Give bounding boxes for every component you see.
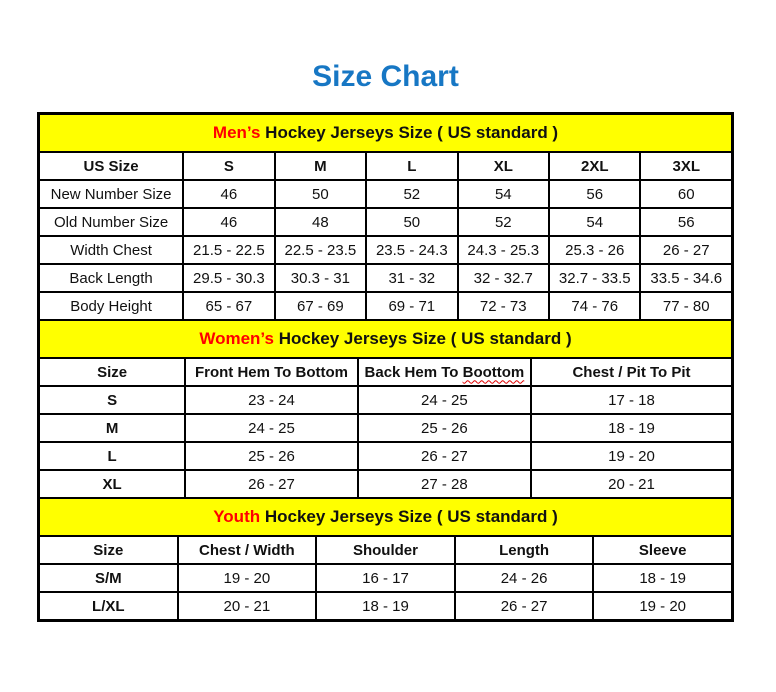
- table-row: [39, 264, 732, 292]
- table-cell: 24 - 26: [455, 564, 594, 592]
- table-cell: 19 - 20: [178, 564, 317, 592]
- table-row: [39, 592, 732, 620]
- table-cell: 22.5 - 23.5: [275, 236, 366, 264]
- table-cell: 26 - 27: [455, 592, 594, 620]
- row-label-cell: XL: [39, 470, 185, 498]
- column-header: Chest / Width: [178, 536, 317, 564]
- table-cell: 25 - 26: [185, 442, 358, 470]
- column-header: S: [183, 152, 274, 180]
- table-cell: 67 - 69: [275, 292, 366, 320]
- table-cell: 77 - 80: [640, 292, 732, 320]
- row-label-cell: S: [39, 386, 185, 414]
- table-cell: 16 - 17: [316, 564, 455, 592]
- table-cell: 46: [183, 180, 274, 208]
- womens-band-text: Hockey Jerseys Size ( US standard ): [273, 329, 572, 348]
- table-cell: 52: [458, 208, 549, 236]
- table-cell: 50: [275, 180, 366, 208]
- table-cell: 52: [366, 180, 457, 208]
- row-label-cell: S/M: [39, 564, 178, 592]
- youth-section-band: [38, 499, 733, 535]
- column-header: US Size: [39, 152, 183, 180]
- column-header: Front Hem To Bottom: [185, 358, 358, 386]
- table-cell: 23.5 - 24.3: [366, 236, 457, 264]
- table-cell: 23 - 24: [185, 386, 358, 414]
- column-header: [358, 358, 531, 386]
- table-cell: 46: [183, 208, 274, 236]
- column-header-text: Back Hem To: [364, 363, 463, 381]
- column-header: Shoulder: [316, 536, 455, 564]
- womens-band-accent: Women’s: [199, 329, 274, 348]
- column-header: Sleeve: [593, 536, 732, 564]
- table-cell: 56: [640, 208, 732, 236]
- table-cell: 24 - 25: [358, 386, 531, 414]
- column-header: Chest / Pit To Pit: [531, 358, 732, 386]
- table-cell: 72 - 73: [458, 292, 549, 320]
- row-label-cell: Old Number Size: [39, 208, 183, 236]
- youth-band-accent: Youth: [213, 507, 261, 526]
- youth-table: [38, 535, 733, 621]
- table-cell: 54: [549, 208, 640, 236]
- table-cell: 69 - 71: [366, 292, 457, 320]
- row-label-cell: New Number Size: [39, 180, 183, 208]
- column-header: Size: [39, 536, 178, 564]
- column-header: 3XL: [640, 152, 732, 180]
- table-cell: 60: [640, 180, 732, 208]
- mens-table: [38, 151, 733, 321]
- page-title: Size Chart: [312, 60, 459, 93]
- misspelled-word: Boottom: [462, 363, 525, 381]
- mens-band-accent: Men’s: [212, 123, 261, 142]
- table-cell: 21.5 - 22.5: [183, 236, 274, 264]
- mens-section-band: [38, 113, 733, 151]
- mens-header-row: [39, 152, 732, 180]
- womens-header-row: [39, 358, 732, 386]
- table-cell: 25 - 26: [358, 414, 531, 442]
- youth-header-row: [39, 536, 732, 564]
- column-header: XL: [458, 152, 549, 180]
- table-cell: 19 - 20: [531, 442, 732, 470]
- table-row: [39, 208, 732, 236]
- column-header: Size: [39, 358, 185, 386]
- table-cell: 18 - 19: [531, 414, 732, 442]
- row-label-cell: L/XL: [39, 592, 178, 620]
- womens-table: [38, 357, 733, 499]
- table-cell: 74 - 76: [549, 292, 640, 320]
- table-cell: 20 - 21: [531, 470, 732, 498]
- row-label-cell: M: [39, 414, 185, 442]
- row-label-cell: L: [39, 442, 185, 470]
- row-label-cell: Width Chest: [39, 236, 183, 264]
- table-cell: 18 - 19: [593, 564, 732, 592]
- table-row: [39, 386, 732, 414]
- table-cell: 17 - 18: [531, 386, 732, 414]
- table-cell: 32.7 - 33.5: [549, 264, 640, 292]
- table-cell: 56: [549, 180, 640, 208]
- womens-section-band: [38, 321, 733, 357]
- table-cell: 20 - 21: [178, 592, 317, 620]
- table-cell: 24.3 - 25.3: [458, 236, 549, 264]
- table-cell: 50: [366, 208, 457, 236]
- column-header: Length: [455, 536, 594, 564]
- table-cell: 54: [458, 180, 549, 208]
- table-row: [39, 292, 732, 320]
- column-header: M: [275, 152, 366, 180]
- table-cell: 18 - 19: [316, 592, 455, 620]
- table-cell: 26 - 27: [640, 236, 732, 264]
- table-cell: 65 - 67: [183, 292, 274, 320]
- table-row: [39, 470, 732, 498]
- table-cell: 31 - 32: [366, 264, 457, 292]
- table-row: [39, 180, 732, 208]
- table-row: [39, 236, 732, 264]
- table-row: [39, 442, 732, 470]
- table-row: [39, 414, 732, 442]
- mens-band-text: Hockey Jerseys Size ( US standard ): [260, 123, 559, 142]
- size-chart: [37, 112, 734, 622]
- table-cell: 30.3 - 31: [275, 264, 366, 292]
- table-cell: 29.5 - 30.3: [183, 264, 274, 292]
- table-cell: 32 - 32.7: [458, 264, 549, 292]
- table-cell: 26 - 27: [358, 442, 531, 470]
- table-cell: 25.3 - 26: [549, 236, 640, 264]
- table-cell: 26 - 27: [185, 470, 358, 498]
- table-cell: 48: [275, 208, 366, 236]
- table-cell: 27 - 28: [358, 470, 531, 498]
- youth-band-text: Hockey Jerseys Size ( US standard ): [260, 507, 558, 526]
- row-label-cell: Back Length: [39, 264, 183, 292]
- column-header: 2XL: [549, 152, 640, 180]
- row-label-cell: Body Height: [39, 292, 183, 320]
- table-row: [39, 564, 732, 592]
- table-cell: 24 - 25: [185, 414, 358, 442]
- table-cell: 33.5 - 34.6: [640, 264, 732, 292]
- column-header: L: [366, 152, 457, 180]
- table-cell: 19 - 20: [593, 592, 732, 620]
